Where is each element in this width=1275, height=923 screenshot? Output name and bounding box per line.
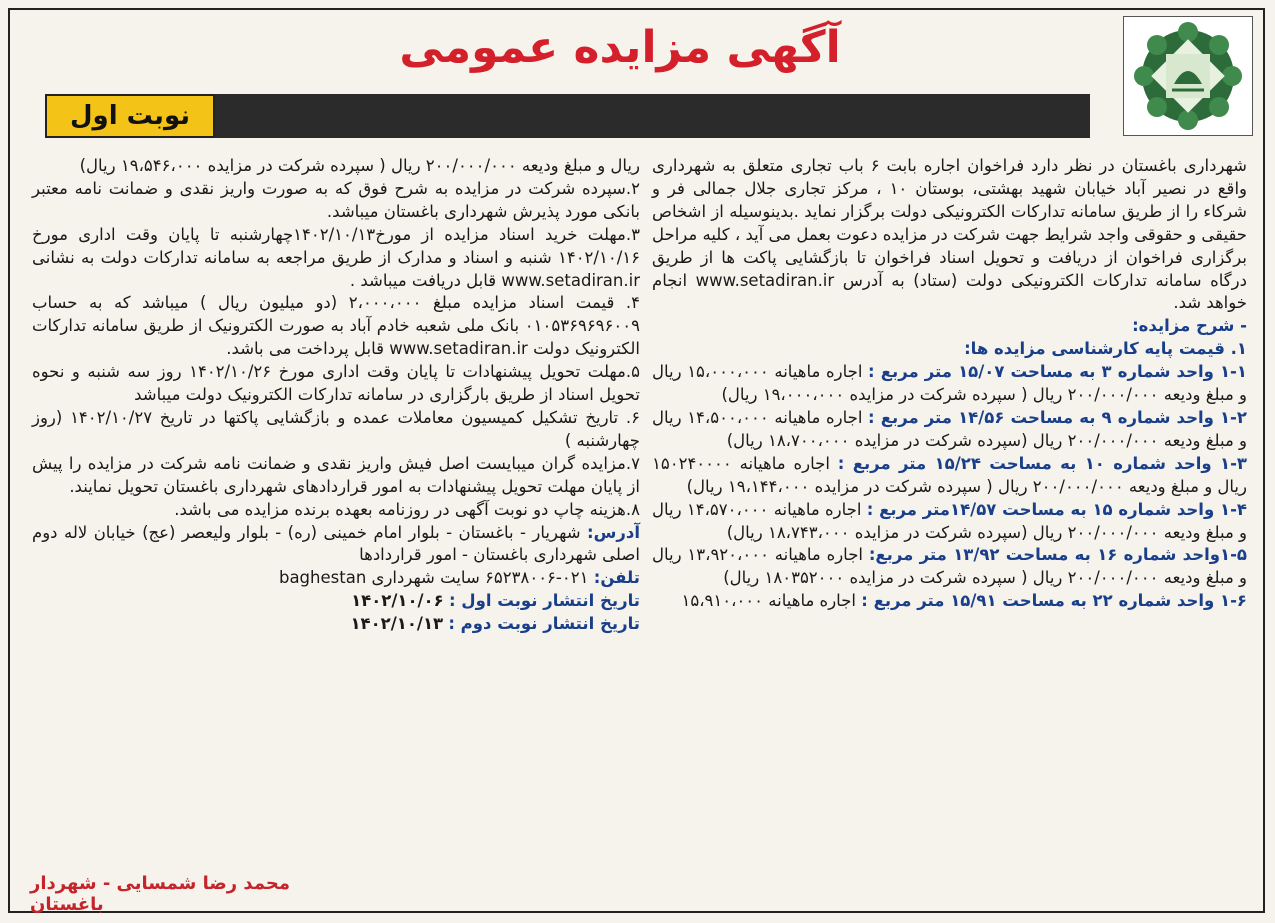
unit6-continuation: ریال و مبلغ ودیعه ۲۰۰/۰۰۰/۰۰۰ ریال ( سپرده شرکت در مزایده ۱۹،۵۴۶،۰۰۰ ریال) [79,156,640,175]
ad-title: آگهی مزایده عمومی [399,22,841,73]
phone: تلفن: ۰۲۱-۶۵۲۳۸۰۰۶ سایت شهرداری baghestan [278,568,640,588]
sharh-heading: - شرح مزایده: [1132,316,1247,336]
nobat-badge: نوبت اول [45,94,215,138]
condition-item: ۴. قیمت اسناد مزایده مبلغ ۲،۰۰۰،۰۰۰ (دو میلیون ریال ) میباشد که به حساب ۰۱۰۵۳۶۹۶۹۶۰۰۹ بانک ملی شعبه خادم آباد به صورت الکترونیک از طریق سامانه تدارکات الکترونیک دولت www.setadiran.ir قابل پرداخت می باشد. [32,293,641,359]
condition-item: ۷.مزایده گران میبایست اصل فیش واریز نقدی و ضمانت نامه شرکت در مزایده را پیش از پایان مهلت تحویل پیشنهادات به امور قراردادهای شهرداری باغستان تحویل نمایند. [32,453,640,496]
unit-item: ۱-۵واحد شماره ۱۶ به مساحت ۱۳/۹۲ متر مربع: اجاره ماهیانه ۱۳،۹۲۰،۰۰۰ ریال و مبلغ ودیعه ۲۰۰/۰۰۰/۰۰۰ ریال ( سپرده شرکت در مزایده ۱۸۰۳۵۲۰۰۰ ریال) [652,545,1248,588]
unit-item: ۱-۲ واحد شماره ۹ به مساحت ۱۴/۵۶ متر مربع : اجاره ماهیانه ۱۴،۵۰۰،۰۰۰ ریال و مبلغ ودیعه ۲۰۰/۰۰۰/۰۰۰ ریال (سپرده شرکت در مزایده ۱۸،۷۰۰،۰۰۰ ریال) [652,407,1247,450]
price-heading: ۱. قیمت پایه کارشناسی مزایده ها: [964,339,1247,359]
municipality-logo [1123,16,1253,136]
unit-item: ۱-۴ واحد شماره ۱۵ به مساحت ۱۴/۵۷متر مربع : اجاره ماهیانه ۱۴،۵۷۰،۰۰۰ ریال و مبلغ ودیعه ۲۰۰/۰۰۰/۰۰۰ ریال (سپرده شرکت در مزایده ۱۸،۷۴۳،۰۰۰ ریال) [652,499,1248,542]
publish-date-1: تاریخ انتشار نوبت اول : ۱۴۰۲/۱۰/۰۶ [351,591,640,611]
intro-paragraph: شهرداری باغستان در نظر دارد فراخوان اجاره بابت ۶ باب تجاری متعلق به شهرداری واقع در نصیر آباد خیابان شهید بهشتی، بوستان ۱۰ ، مرکز تجاری جلال جمالی فر و شرکاء را از طریق سامانه تدارکات الکترونیکی دولت برگزار نماید .بدینوسیله از اشخاص حقیقی و حقوقی واجد شرایط جهت شرکت در مزایده دعوت بعمل می آید ، کلیه مراحل برگزاری فراخوان از دریافت و تحویل اسناد فراخوان تا بازگشایی پاکت ها از طریق درگاه سامانه تدارکات الکترونیکی دولت (ستاد) به آدرس www.setadiran.ir انجام خواهد شد. [652,156,1247,313]
condition-item: ۶. تاریخ تشکیل کمیسیون معاملات عمده و بازگشایی پاکتها در تاریخ ۱۴۰۲/۱۰/۲۷ (روز چهارشنبه ) [32,407,640,450]
publish-date-2: تاریخ انتشار نوبت دوم : ۱۴۰۲/۱۰/۱۳ [350,614,640,634]
condition-item: ۲.سپرده شرکت در مزایده به شرح فوق که به صورت واریز نقدی و ضمانت نامه معتبر بانکی مورد پذیرش شهرداری باغستان میباشد. [32,178,640,221]
left-column [32,155,640,636]
condition-item: ۵.مهلت تحویل پیشنهادات تا پایان وقت اداری مورخ ۱۴۰۲/۱۰/۲۶ روز سه شنبه و نحوه تحویل اسناد از طریق بارگزاری در سامانه تدارکات الکترونیک دولت میباشد [32,362,640,405]
signature: محمد رضا شمسایی - شهردار باغستان [30,873,290,915]
unit-item: ۱-۶ واحد شماره ۲۲ به مساحت ۱۵/۹۱ متر مربع : اجاره ماهیانه ۱۵،۹۱۰،۰۰۰ [681,591,1247,611]
right-column [652,155,1247,613]
unit-item: ۱-۱ واحد شماره ۳ به مساحت ۱۵/۰۷ متر مربع : اجاره ماهیانه ۱۵،۰۰۰،۰۰۰ ریال و مبلغ ودیعه ۲۰۰/۰۰۰/۰۰۰ ریال ( سپرده شرکت در مزایده ۱۹،۰۰۰،۰۰۰ ریال) [652,362,1247,405]
condition-item: ۳.مهلت خرید اسناد مزایده از مورخ۱۴۰۲/۱۰/۱۳چهارشنبه تا پایان وقت اداری مورخ ۱۴۰۲/۱۰/۱۶ شنبه و اسناد و مدارک از طریق مراجعه به سامانه تدارکات دولت به نشانی www.setadiran.ir قابل دریافت میباشد . [32,224,640,290]
address: آدرس: شهریار - باغستان - بلوار امام خمینی (ره) - بلوار ولیعصر (عج) خیابان لاله دوم اصلی شهرداری باغستان - امور قراردادها [32,522,641,565]
unit-item: ۱-۳ واحد شماره ۱۰ به مساحت ۱۵/۲۴ متر مربع : اجاره ماهیانه ۱۵۰۲۴۰۰۰۰ ریال و مبلغ ودیعه ۲۰۰/۰۰۰/۰۰۰ ریال ( سپرده شرکت در مزایده ۱۹،۱۴۴،۰۰۰ ریال) [652,453,1248,496]
condition-item: ۸.هزینه چاپ دو نوبت آگهی در روزنامه بعهده برنده مزایده می باشد. [174,499,640,519]
